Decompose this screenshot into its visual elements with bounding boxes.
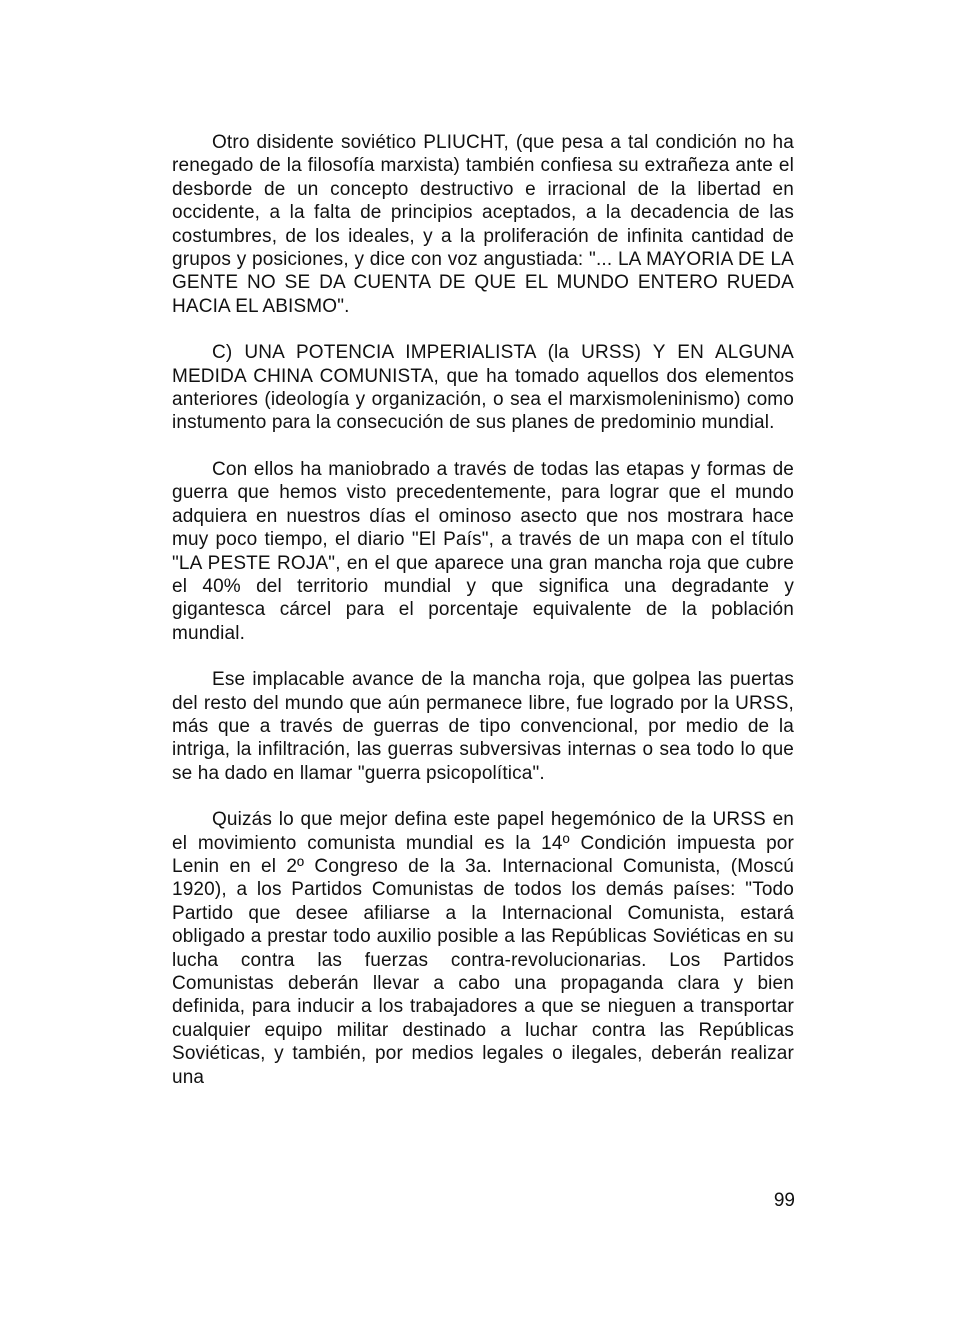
paragraph-maniobrado: Con ellos ha maniobrado a través de todas las etapas y formas de guerra que hemos visto precedentemente, para lograr que el mundo adquiera en nuestros días el ominoso asecto que nos mostrara hace muy poco tiempo, el diario "El País", a través de un mapa con el título "LA PESTE ROJA", en el que aparece una gran mancha roja que cubre el 40% del territorio mundial y que significa una degradante y gigantesca cárcel para el porcentaje equivalente de la población mundial. [172,458,794,644]
body-text [172,131,794,1112]
page-number: 99 [773,1190,795,1211]
paragraph-pliucht: Otro disidente soviético PLIUCHT, (que pesa a tal condición no ha renegado de la filosofía marxista) también confiesa su extrañeza ante el desborde de un concepto destructivo e irracional de la libertad en occidente, a la falta de principios aceptados, a la decadencia de las costumbres, de los ideales, y a la proliferación de infinita cantidad de grupos y posiciones, y dice con voz angustiada: "... LA MAYORIA DE LA GENTE NO SE DA CUENTA DE QUE EL MUNDO ENTERO RUEDA HACIA EL ABISMO". [172,132,794,317]
paragraph-potencia-imperialista: C) UNA POTENCIA IMPERIALISTA (la URSS) Y EN ALGUNA MEDIDA CHINA COMUNISTA, que ha tomado aquellos dos elementos anteriores (ideología y organización, o sea el marxismoleninismo) como instumento para la consecución de sus planes de predominio mundial. [172,342,794,434]
paragraph-mancha-roja: Ese implacable avance de la mancha roja, que golpea las puertas del resto del mundo que aún permanece libre, fue logrado por la URSS, más que a través de guerras de tipo convencional, por medio de la intriga, la infiltración, las guerras subversivas internas o sea todo lo que se ha dado en llamar "guerra psicopolítica". [172,669,794,784]
paragraph-condicion-lenin: Quizás lo que mejor defina este papel hegemónico de la URSS en el movimiento comunista mundial es la 14º Condición impuesta por Lenin en el 2º Congreso de la 3a. Internacional Comunista, (Moscú 1920), a los Partidos Comunistas de todos los demás países: "Todo Partido que desee afiliarse a la Internacional Comunista, estará obligado a prestar todo auxilio posible a las Repúblicas Soviéticas en su lucha contra las fuerzas contra-revolucionarias. Los Partidos Comunistas deberán llevar a cabo una propaganda clara y bien definida, para inducir a los trabajadores a que se nieguen a transportar cualquier equipo militar destinado a luchar contra las Repúblicas Soviéticas, y también, por medios legales o ilegales, deberán realizar una [172,809,794,1088]
